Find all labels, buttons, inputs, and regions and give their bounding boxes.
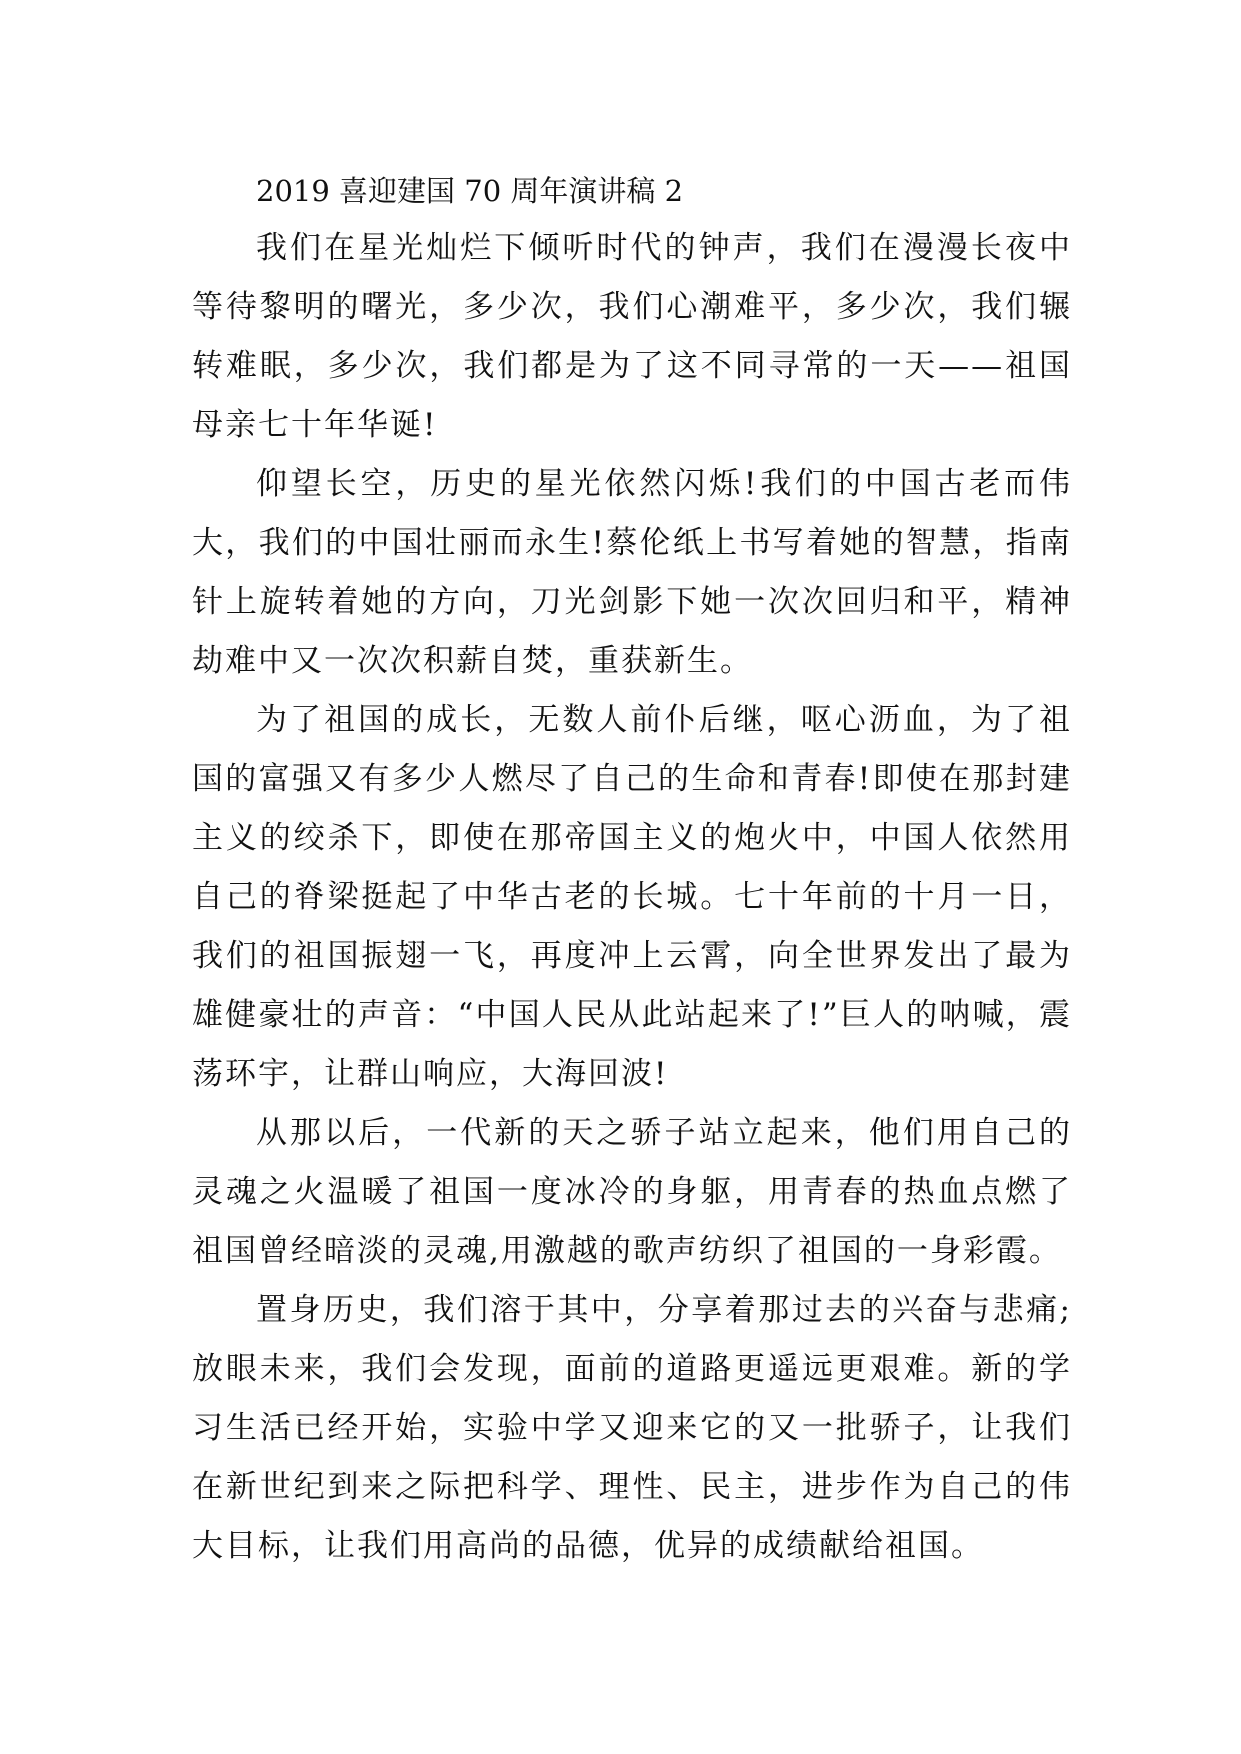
paragraph-1: 我们在星光灿烂下倾听时代的钟声，我们在漫漫长夜中等待黎明的曙光，多少次，我们心潮难平，多少次，我们辗转难眠，多少次，我们都是为了这不同寻常的一天——祖国母亲七十年华诞!	[192, 230, 1072, 443]
paragraph-4: 从那以后，一代新的天之骄子站立起来，他们用自己的灵魂之火温暖了祖国一度冰冷的身躯，用青春的热血点燃了祖国曾经暗淡的灵魂,用激越的歌声纺织了祖国的一身彩霞。	[192, 1115, 1072, 1269]
document-body	[192, 163, 1072, 1576]
paragraph-2: 仰望长空，历史的星光依然闪烁!我们的中国古老而伟大，我们的中国壮丽而永生!蔡伦纸上书写着她的智慧，指南针上旋转着她的方向，刀光剑影下她一次次回归和平，精神劫难中又一次次积薪自焚，重获新生。	[192, 466, 1072, 679]
paragraph-3: 为了祖国的成长，无数人前仆后继，呕心沥血，为了祖国的富强又有多少人燃尽了自己的生命和青春!即使在那封建主义的绞杀下，即使在那帝国主义的炮火中，中国人依然用自己的脊梁挺起了中华古老的长城。七十年前的十月一日，我们的祖国振翅一飞，再度冲上云霄，向全世界发出了最为雄健豪壮的声音：“中国人民从此站起来了!”巨人的呐喊，震荡环宇，让群山响应，大海回波!	[192, 702, 1072, 1092]
document-title: 2019 喜迎建国 70 周年演讲稿 2	[256, 174, 684, 208]
paragraph-5: 置身历史，我们溶于其中，分享着那过去的兴奋与悲痛;放眼未来，我们会发现，面前的道路更遥远更艰难。新的学习生活已经开始，实验中学又迎来它的又一批骄子，让我们在新世纪到来之际把科学、理性、民主，进步作为自己的伟大目标，让我们用高尚的品德，优异的成绩献给祖国。	[192, 1292, 1072, 1564]
